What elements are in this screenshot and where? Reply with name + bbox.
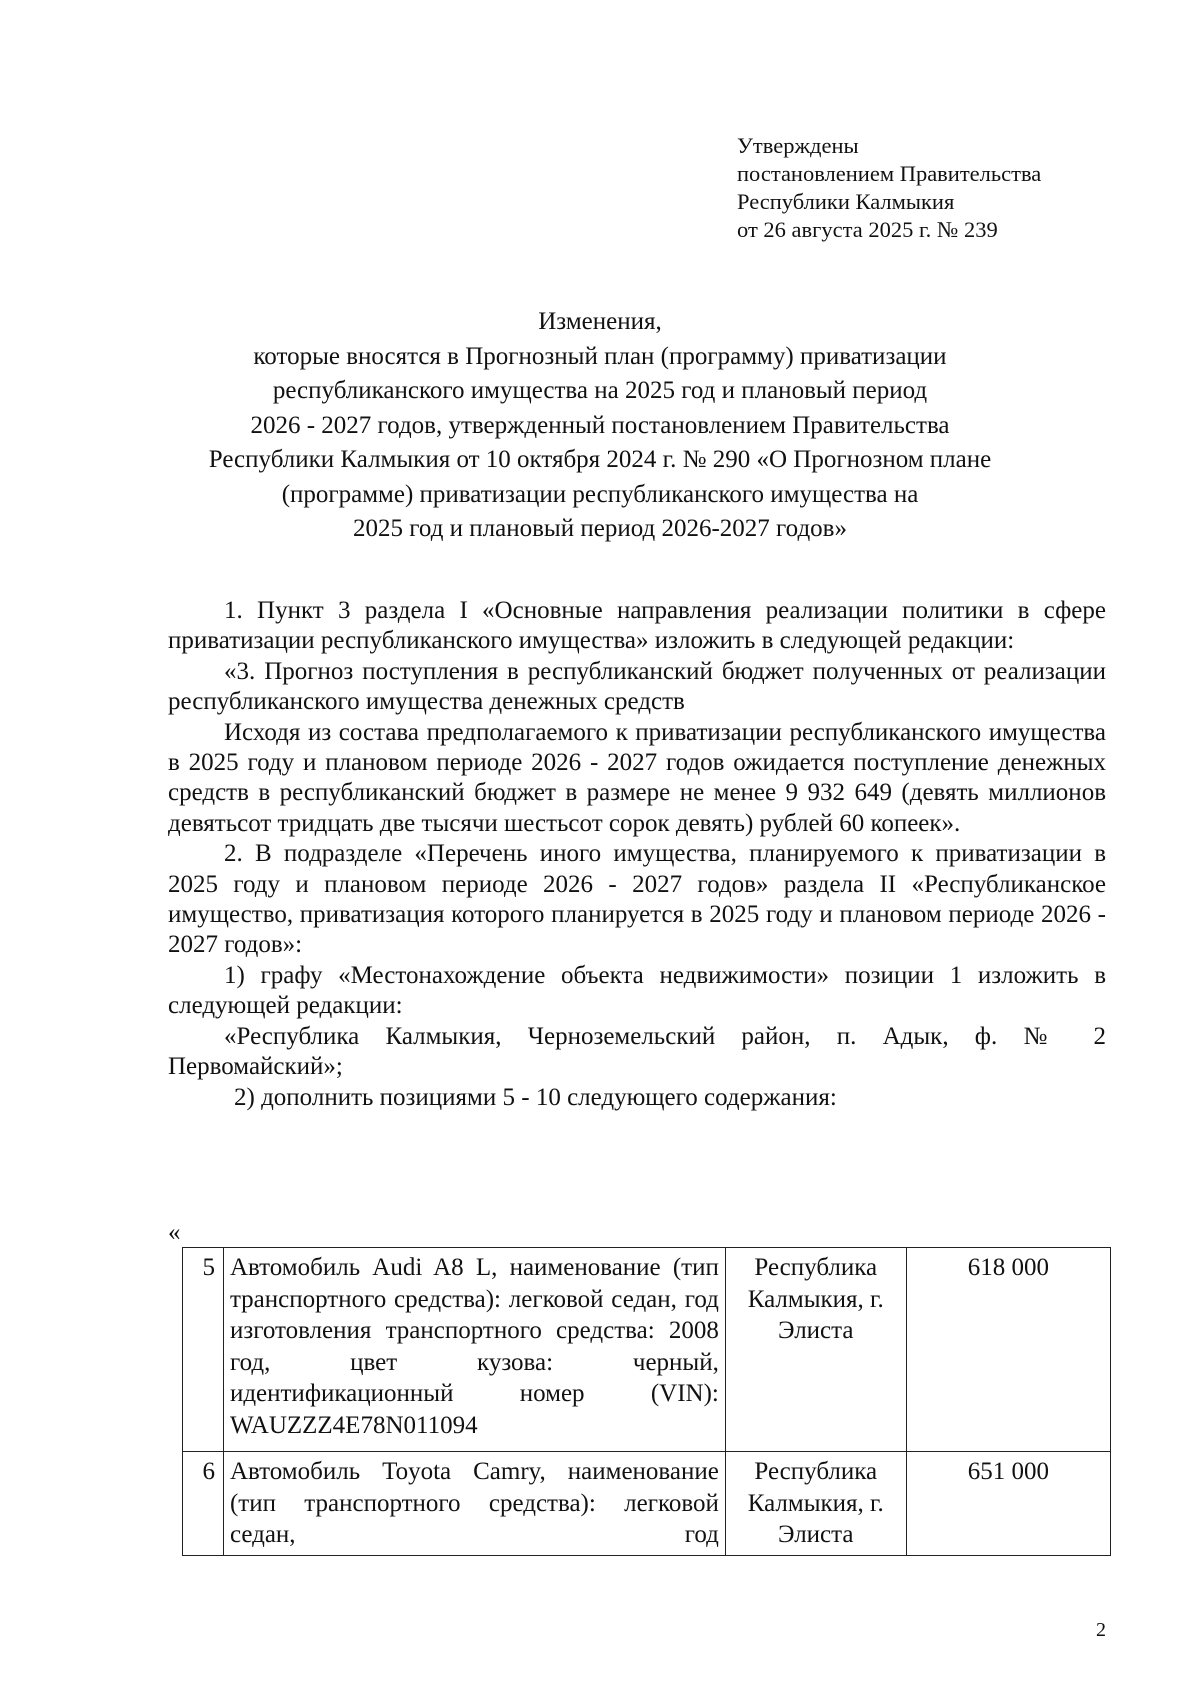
document-body: [168, 596, 1106, 1113]
heading-line: которые вносятся в Прогнозный план (программу) приватизации: [253, 342, 947, 370]
paragraph: «Республика Калмыкия, Черноземельский район, п. Адык, ф. № 2 Первомайский»;: [168, 1022, 1106, 1081]
position-number: 5: [183, 1248, 224, 1452]
description-text: Автомобиль Audi A8 L, наименование (тип транспортного средства): легковой седан, год изготовления транспортного средства: 2008 год, цвет кузова: черный, идентификационный номер (VIN):: [229, 1254, 719, 1407]
position-price: 618 000: [906, 1248, 1110, 1452]
description-vin: WAUZZZ4E78N011094: [229, 1411, 478, 1439]
position-number: 6: [183, 1452, 224, 1556]
heading-line: 2025 год и плановый период 2026-2027 годов»: [353, 515, 847, 542]
heading-line: 2026 - 2027 годов, утвержденный постановлением Правительства: [250, 411, 950, 439]
paragraph: Исходя из состава предполагаемого к приватизации республиканского имущества в 2025 году и плановом периоде 2026 - 2027 годов ожидается поступление денежных средств в республиканский бюджет в размере не менее 9 932 649 (девять миллионов девятьсот тридцать две тысячи шестьсот сорок девять) рублей 60 копеек».: [168, 718, 1106, 837]
table-row: [183, 1248, 1111, 1452]
position-description: [223, 1452, 725, 1556]
heading-line: Республики Калмыкия от 10 октября 2024 г. № 290 «О Прогнозном плане: [208, 446, 992, 473]
approval-stamp: [737, 132, 1041, 244]
heading-title: Изменения,: [538, 308, 662, 335]
opening-quote: «: [168, 1219, 181, 1246]
paragraph: «3. Прогноз поступления в республиканский бюджет полученных от реализации республиканского имущества денежных средств: [168, 657, 1106, 716]
document-heading: [150, 305, 1050, 547]
heading-line: (программе) приватизации республиканского имущества на: [281, 480, 919, 508]
position-location: Республика Калмыкия, г. Элиста: [725, 1248, 906, 1452]
approval-line: Утверждены: [737, 133, 859, 158]
position-location: Республика Калмыкия, г. Элиста: [725, 1452, 906, 1556]
paragraph: 2. В подразделе «Перечень иного имущества, планируемого к приватизации в 2025 году и плановом периоде 2026 - 2027 годов» раздела II «Республиканское имущество, приватизация которого планируется в 2025 году и плановом периоде 2026 - 2027 годов»:: [168, 840, 1106, 959]
paragraph: 1. Пункт 3 раздела I «Основные направления реализации политики в сфере приватизации республиканского имущества» изложить в следующей редакции:: [168, 597, 1106, 655]
positions-table: [182, 1247, 1111, 1556]
position-price: 651 000: [906, 1452, 1110, 1556]
approval-line: от 26 августа 2025 г. № 239: [737, 217, 998, 242]
paragraph: 1) графу «Местонахождение объекта недвижимости» позиции 1 изложить в следующей редакции:: [168, 961, 1106, 1020]
paragraph: 2) дополнить позициями 5 - 10 следующего содержания:: [234, 1083, 837, 1111]
page-number: 2: [1096, 1619, 1106, 1641]
approval-line: Республики Калмыкия: [737, 189, 955, 214]
heading-line: республиканского имущества на 2025 год и плановый период: [272, 377, 928, 404]
position-description: [223, 1248, 725, 1452]
table-row: [183, 1452, 1111, 1556]
description-text: Автомобиль Toyota Camry, наименование (тип транспортного средства): легковой седан, год: [229, 1458, 719, 1548]
approval-line: постановлением Правительства: [737, 161, 1042, 186]
